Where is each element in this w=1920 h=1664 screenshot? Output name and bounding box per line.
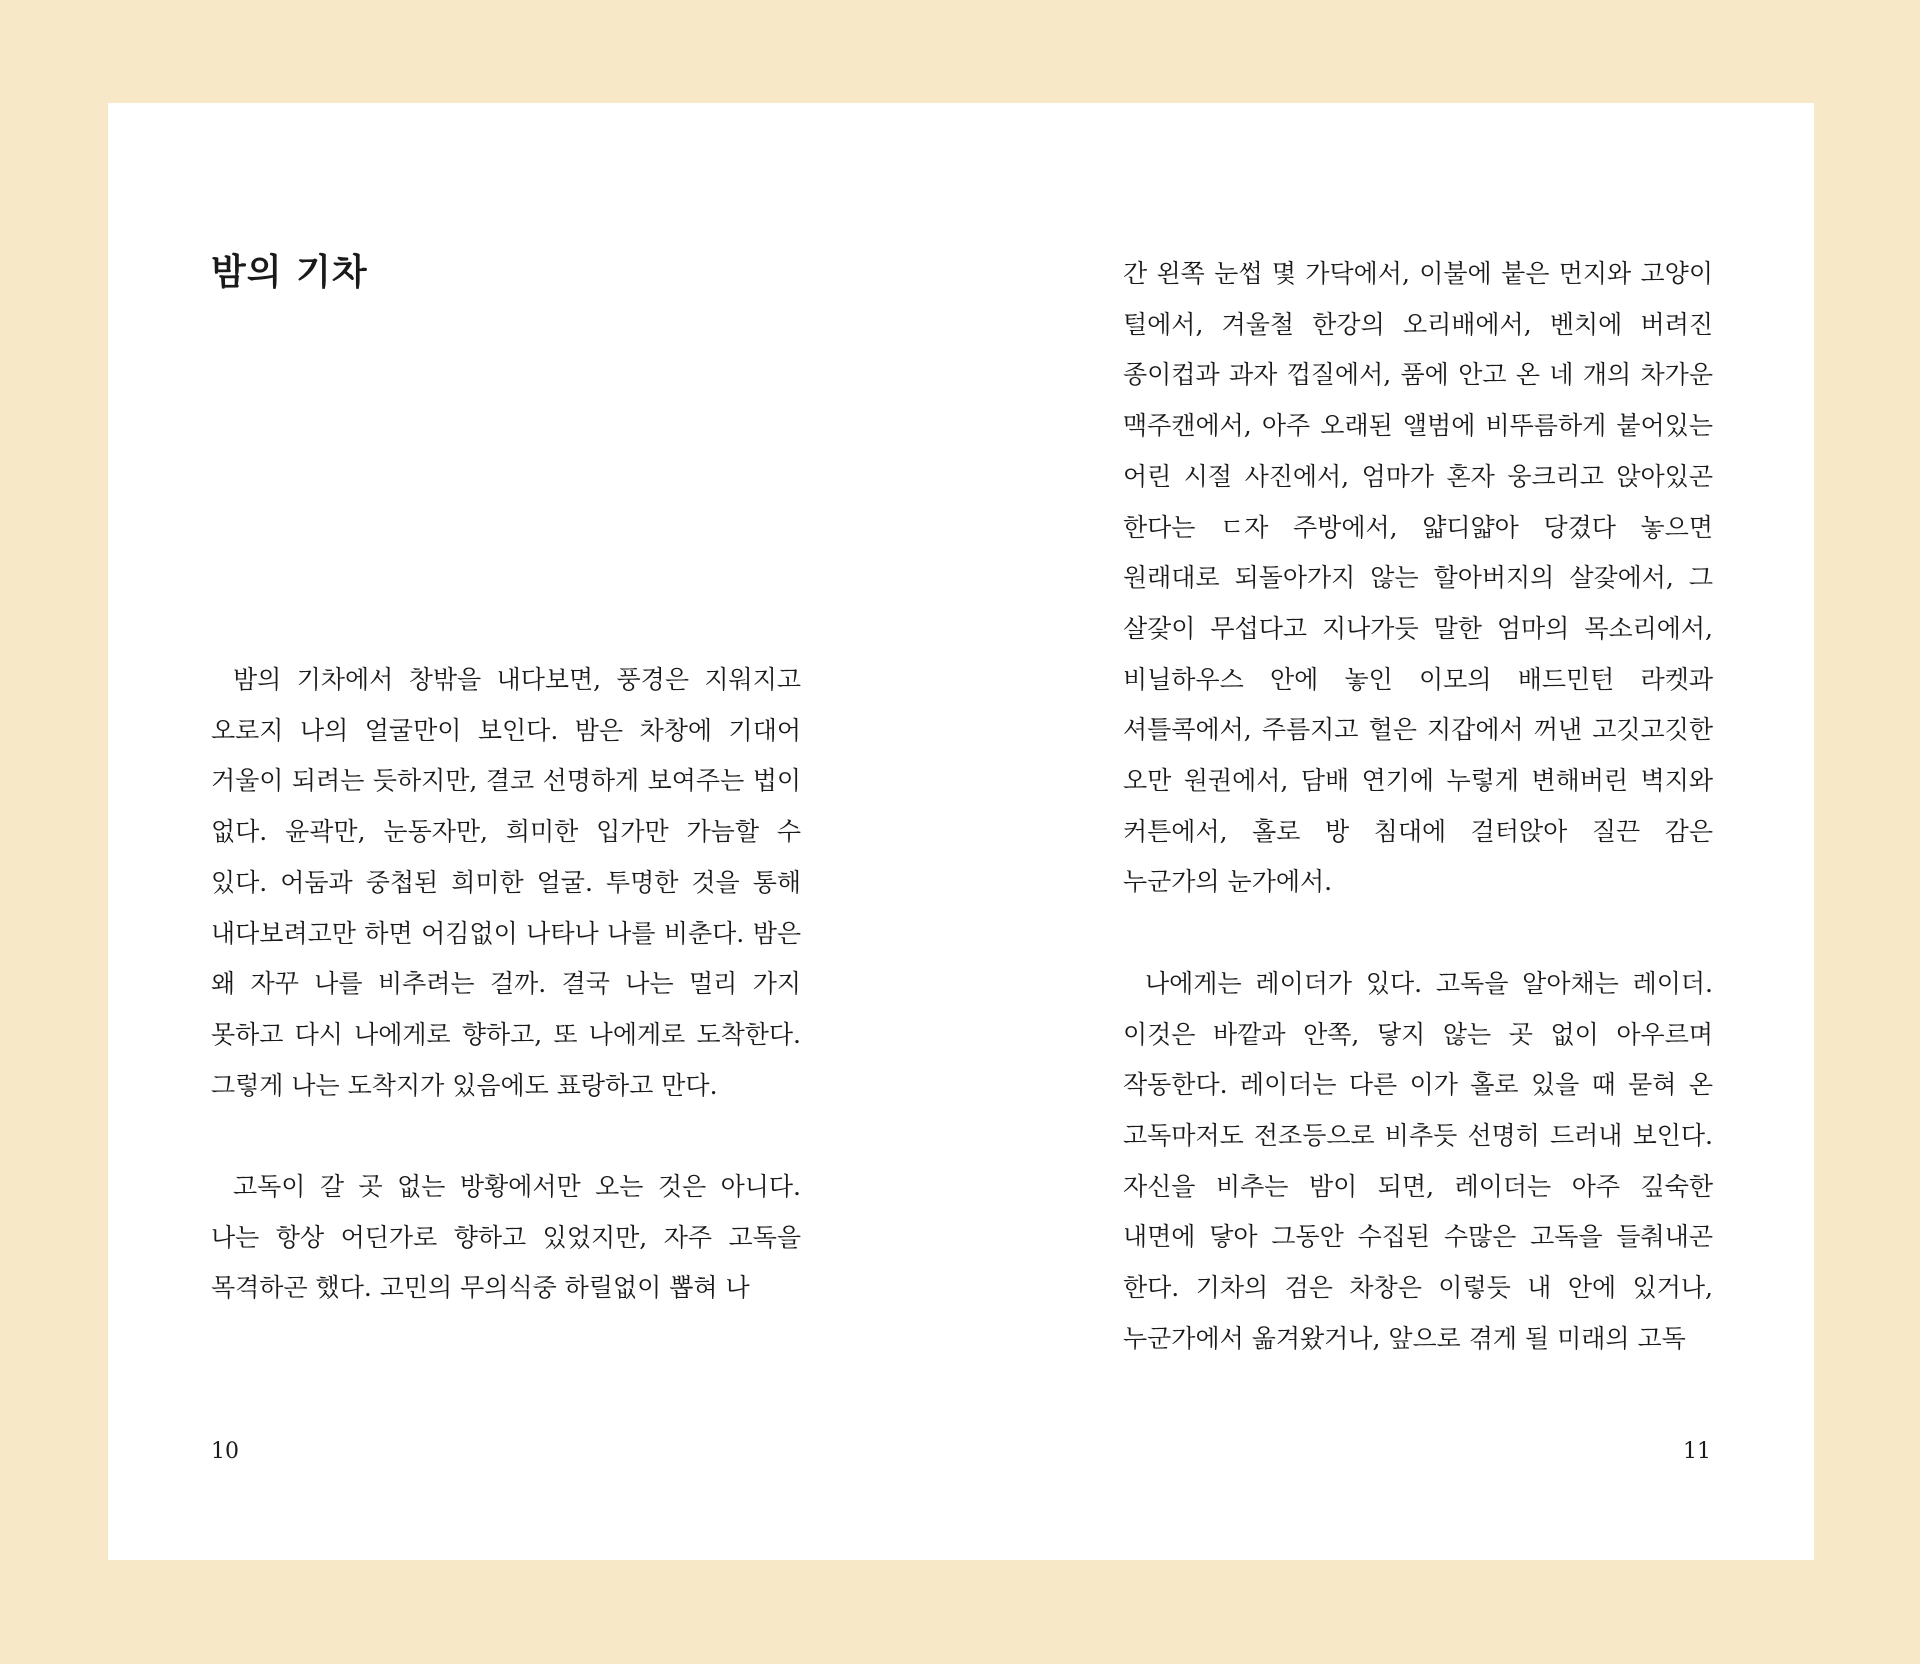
- paragraph: 나에게는 레이더가 있다. 고독을 알아채는 레이더. 이것은 바깥과 안쪽, 닿지 않는 곳 없이 아우르며 작동한다. 레이더는 다른 이가 홀로 있을 때 묻혀 온 고독마저도 전조등으로 비추듯 선명히 드러내 보인다. 자신을 비추는 밤이 되면, 레이더는 아주 깊숙한 내면에 닿아 그동안 수집된 수많은 고독을 들춰내곤 한다. 기차의 검은 차창은 이렇듯 내 안에 있거나, 누군가에서 옮겨왔거나, 앞으로 겪게 될 미래의 고독: [1123, 968, 1713, 1353]
- paragraph: 밤의 기차에서 창밖을 내다보면, 풍경은 지워지고 오로지 나의 얼굴만이 보인다. 밤은 차창에 기대어 거울이 되려는 듯하지만, 결코 선명하게 보여주는 법이 없다. 윤곽만, 눈동자만, 희미한 입가만 가늠할 수 있다. 어둠과 중첩된 희미한 얼굴. 투명한 것을 통해 내다보려고만 하면 어김없이 나타나 나를 비춘다. 밤은 왜 자꾸 나를 비추려는 걸까. 결국 나는 멀리 가지 못하고 다시 나에게로 향하고, 또 나에게로 도착한다. 그렇게 나는 도착지가 있음에도 표랑하고 만다.: [211, 665, 801, 1100]
- chapter-title: 밤의 기차: [211, 251, 368, 293]
- paragraph-gap: [1123, 908, 1713, 959]
- left-page: [108, 103, 961, 1560]
- page-number: 10: [211, 1439, 239, 1464]
- paragraph-gap: [211, 1111, 801, 1162]
- right-page: [961, 103, 1814, 1560]
- paragraph: 고독이 갈 곳 없는 방황에서만 오는 것은 아니다. 나는 항상 어딘가로 향하고 있었지만, 자주 고독을 목격하곤 했다. 고민의 무의식중 하릴없이 뽑혀 나: [211, 1172, 801, 1303]
- left-page-body: [211, 655, 801, 1314]
- paragraph: 간 왼쪽 눈썹 몇 가닥에서, 이불에 붙은 먼지와 고양이 털에서, 겨울철 한강의 오리배에서, 벤치에 버려진 종이컵과 과자 껍질에서, 품에 안고 온 네 개의 차가운 맥주캔에서, 아주 오래된 앨범에 비뚜름하게 붙어있는 어린 시절 사진에서, 엄마가 혼자 웅크리고 앉아있곤 한다는 ㄷ자 주방에서, 얇디얇아 당겼다 놓으면 원래대로 되돌아가지 않는 할아버지의 살갗에서, 그 살갗이 무섭다고 지나가듯 말한 엄마의 목소리에서, 비닐하우스 안에 놓인 이모의 배드민턴 라켓과 셔틀콕에서, 주름지고 헐은 지갑에서 꺼낸 고깃고깃한 오만 원권에서, 담배 연기에 누렇게 변해버린 벽지와 커튼에서, 홀로 방 침대에 걸터앉아 질끈 감은 누군가의 눈가에서.: [1123, 259, 1713, 897]
- page-number: 11: [1683, 1439, 1711, 1464]
- right-page-body: [1123, 249, 1713, 1364]
- book-spread: [108, 103, 1814, 1560]
